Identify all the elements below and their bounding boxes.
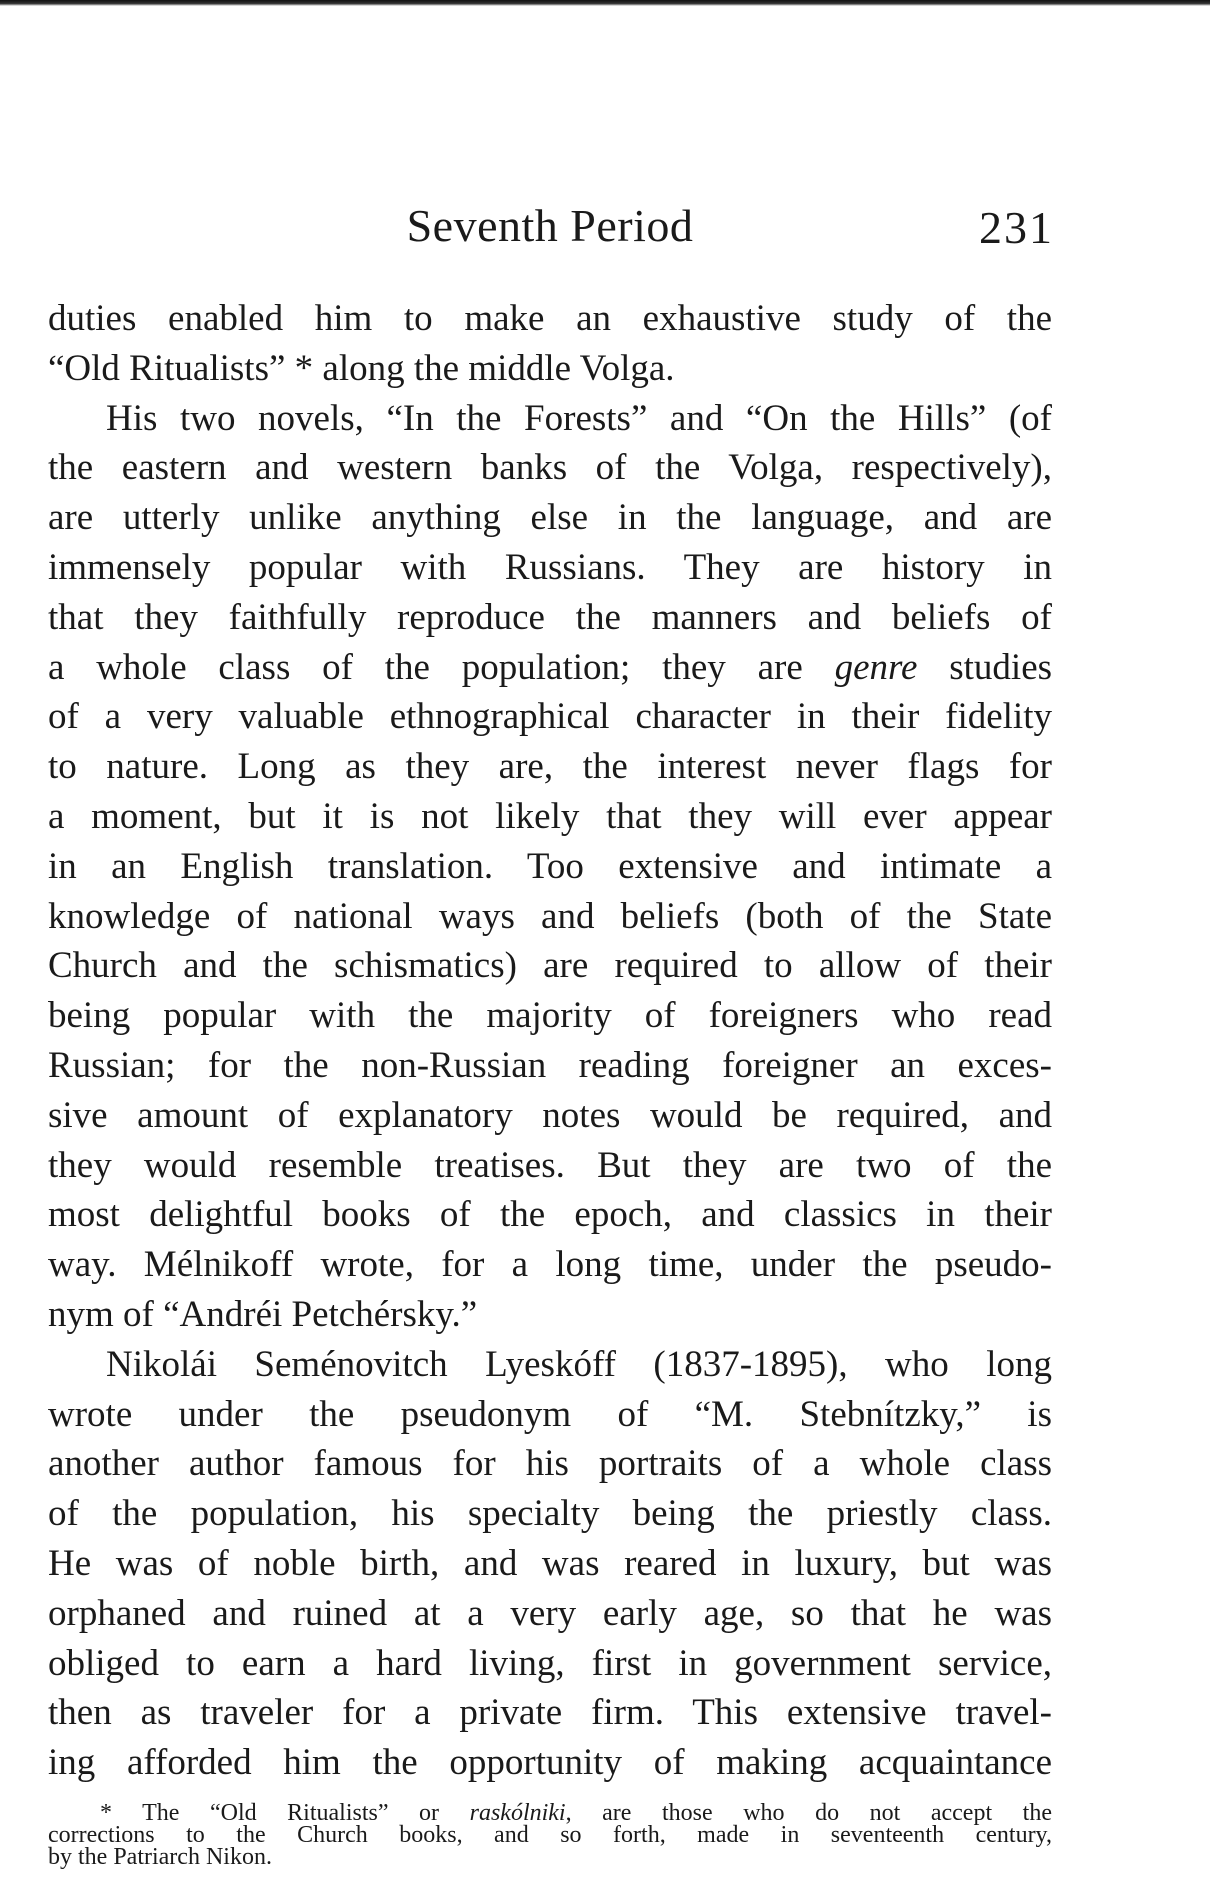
running-title: Seventh Period <box>406 200 694 251</box>
text-line: wrote under the pseudonym of “M. Stebnítzky,” is <box>48 1393 1052 1435</box>
text-line: ing afforded him the opportunity of making acquaintance <box>48 1742 1052 1784</box>
text-line: that they faithfully reproduce the manners and beliefs of <box>48 596 1052 638</box>
page-number: 231 <box>979 202 1054 253</box>
text-line: most delightful books of the epoch, and classics in their <box>48 1194 1052 1236</box>
text-line: “Old Ritualists” * along the middle Volga. <box>48 347 675 389</box>
top-edge-rule <box>0 0 1210 6</box>
italic-term: raskólniki <box>469 1800 566 1826</box>
text-line: being popular with the majority of foreigners who read <box>48 995 1052 1037</box>
text-line: of a very valuable ethnographical character in their fidelity <box>48 696 1052 738</box>
text-line: Nikolái Seménovitch Lyeskóff (1837-1895), who long <box>106 1343 1052 1385</box>
text-line: immensely popular with Russians. They are history in <box>48 546 1052 588</box>
text-line: sive amount of explanatory notes would be required, and <box>48 1094 1052 1136</box>
text-line: to nature. Long as they are, the interest never flags for <box>48 746 1052 788</box>
text-line: they would resemble treatises. But they are two of the <box>48 1144 1052 1186</box>
text-line: are utterly unlike anything else in the language, and are <box>48 497 1052 539</box>
text-line: nym of “Andréi Petchérsky.” <box>48 1293 478 1335</box>
footnote-line: by the Patriarch Nikon. <box>48 1844 272 1870</box>
text-line: Russian; for the non-Russian reading foreigner an exces- <box>48 1044 1052 1086</box>
text-line: orphaned and ruined at a very early age, so that he was <box>48 1592 1052 1634</box>
text-line: then as traveler for a private firm. This extensive travel- <box>48 1692 1052 1734</box>
text-line: His two novels, “In the Forests” and “On the Hills” (of <box>106 397 1052 439</box>
italic-term: genre <box>834 646 918 688</box>
text-line: another author famous for his portraits of a whole class <box>48 1443 1052 1485</box>
text-line: a moment, but it is not likely that they will ever appear <box>48 795 1052 837</box>
text-line: Church and the schismatics) are required to allow of their <box>48 945 1052 987</box>
text-line: knowledge of national ways and beliefs (both of the State <box>48 895 1052 937</box>
footnote-line: corrections to the Church books, and so forth, made in seventeenth century, <box>48 1822 1052 1848</box>
footnote-line: * The “Old Ritualists” or raskólniki, are those who do not accept the <box>100 1800 1053 1826</box>
text-line: a whole class of the population; they are genre studies <box>48 646 1053 688</box>
text-line: obliged to earn a hard living, first in government service, <box>48 1642 1052 1684</box>
body-text <box>48 294 1052 1788</box>
text-line: He was of noble birth, and was reared in luxury, but was <box>48 1542 1052 1584</box>
footnote <box>48 1802 1052 1868</box>
text-line: of the population, his specialty being the priestly class. <box>48 1493 1052 1535</box>
text-line: way. Mélnikoff wrote, for a long time, under the pseudo- <box>48 1244 1052 1286</box>
text-line: duties enabled him to make an exhaustive study of the <box>48 298 1052 339</box>
text-line: the eastern and western banks of the Volga, respectively), <box>48 447 1052 489</box>
text-line: in an English translation. Too extensive and intimate a <box>48 845 1052 887</box>
page-header <box>46 196 1054 256</box>
